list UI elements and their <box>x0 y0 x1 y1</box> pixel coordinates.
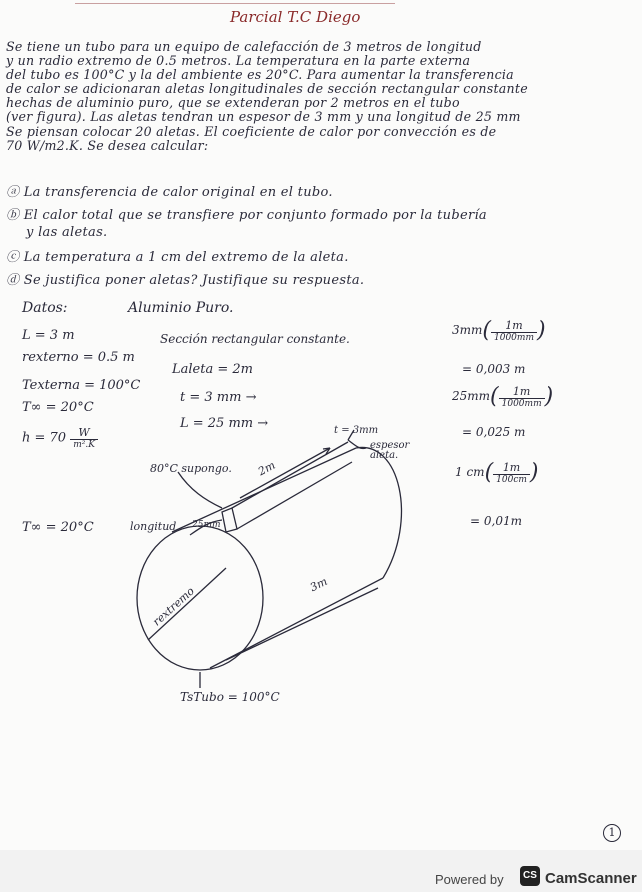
material-label: Aluminio Puro. <box>128 300 234 316</box>
fig-label-3m: 3m <box>308 574 330 595</box>
fin-thickness: t = 3 mm → <box>180 390 257 405</box>
dim-3m <box>226 588 378 660</box>
question-item: ⓑ El calor total que se transfiere por conjunto formado por la tubería <box>6 208 487 223</box>
fig-label-tsup: TsTubo = 100°C <box>180 690 280 704</box>
problem-line: de calor se adicionaran aletas longitudinales de sección rectangular constante <box>6 81 528 97</box>
fig-label-t: t = 3mm <box>334 425 379 436</box>
given-length: L = 3 m <box>22 328 75 343</box>
problem-line: 70 W/m2.K. Se desea calcular: <box>6 137 209 153</box>
tube-end-circle <box>137 526 263 670</box>
dim-2m <box>240 448 330 498</box>
page-title: Parcial T.C Diego <box>230 8 361 26</box>
conversion-25mm: 25mm( 1m 1000mm ) <box>452 384 554 409</box>
question-marker-icon: ⓑ <box>6 208 20 223</box>
question-continuation: y las aletas. <box>26 225 108 240</box>
problem-line: (ver figura). Las aletas tendran un espesor de 3 mm y una longitud de 25 mm <box>6 109 521 125</box>
radius-line <box>148 568 226 640</box>
problem-line: Se tiene un tubo para un equipo de calefacción de 3 metros de longitud <box>6 39 482 54</box>
question-item: ⓒ La temperatura a 1 cm del extremo de la aleta. <box>6 250 349 265</box>
question-item: ⓓ Se justifica poner aletas? Justifique su respuesta. <box>6 273 365 288</box>
problem-line: Se piensan colocar 20 aletas. El coeficiente de calor por convección es de <box>6 123 497 139</box>
tinf-repeat: T∞ = 20°C <box>22 520 94 535</box>
fig-label-longitud: longitud <box>130 520 177 533</box>
conversion-25mm-result: = 0,025 m <box>462 425 526 439</box>
arrow-80 <box>178 472 222 508</box>
conversion-3mm: 3mm( 1m 1000mm ) <box>452 318 546 343</box>
page-number: 1 <box>603 824 621 842</box>
conversion-3mm-result: = 0,003 m <box>462 362 526 376</box>
h-unit: W m².K <box>70 426 98 450</box>
question-marker-icon: ⓐ <box>6 185 20 200</box>
given-h: h = 70 W m².K <box>22 426 98 450</box>
given-tinf: T∞ = 20°C <box>22 400 94 415</box>
question-marker-icon: ⓒ <box>6 250 20 265</box>
powered-by-label: Powered by <box>435 872 504 887</box>
conversion-1cm-result: = 0,01m <box>470 514 522 528</box>
given-texterna: Texterna = 100°C <box>22 378 141 393</box>
problem-line: del tubo es 100°C y la del ambiente es 20°C. Para aumentar la transferencia <box>6 67 514 83</box>
problem-line: hechas de aluminio puro, que se extenderan por 2 metros en el tubo <box>6 95 460 111</box>
question-marker-icon: ⓓ <box>6 273 20 288</box>
fin-length: Laleta = 2m <box>172 362 253 377</box>
fig-label-80: 80°C supongo. <box>150 462 232 475</box>
datos-heading: Datos: <box>22 300 68 316</box>
problem-line: y un radio extremo de 0.5 metros. La temperatura en la parte externa <box>6 53 471 69</box>
fig-label-2m: 2m <box>255 458 278 479</box>
question-item: ⓐ La transferencia de calor original en el tubo. <box>6 185 333 200</box>
fig-label-espesor: espesor aleta. <box>370 440 410 461</box>
section-label: Sección rectangular constante. <box>160 332 350 346</box>
camscanner-brand: CamScanner <box>545 870 637 887</box>
fin-length-mm: L = 25 mm → <box>180 416 269 431</box>
fin-shape <box>222 508 237 532</box>
tube-far-end <box>356 447 401 578</box>
fig-label-25mm: 25mm <box>192 520 221 530</box>
fig-label-rext: rextremo <box>150 584 197 629</box>
tube-bottom-edge <box>210 578 383 668</box>
given-radius: rexterno = 0.5 m <box>22 350 135 365</box>
camscanner-logo-icon: CS <box>520 866 540 886</box>
conversion-1cm: 1 cm( 1m 100cm ) <box>455 460 539 485</box>
